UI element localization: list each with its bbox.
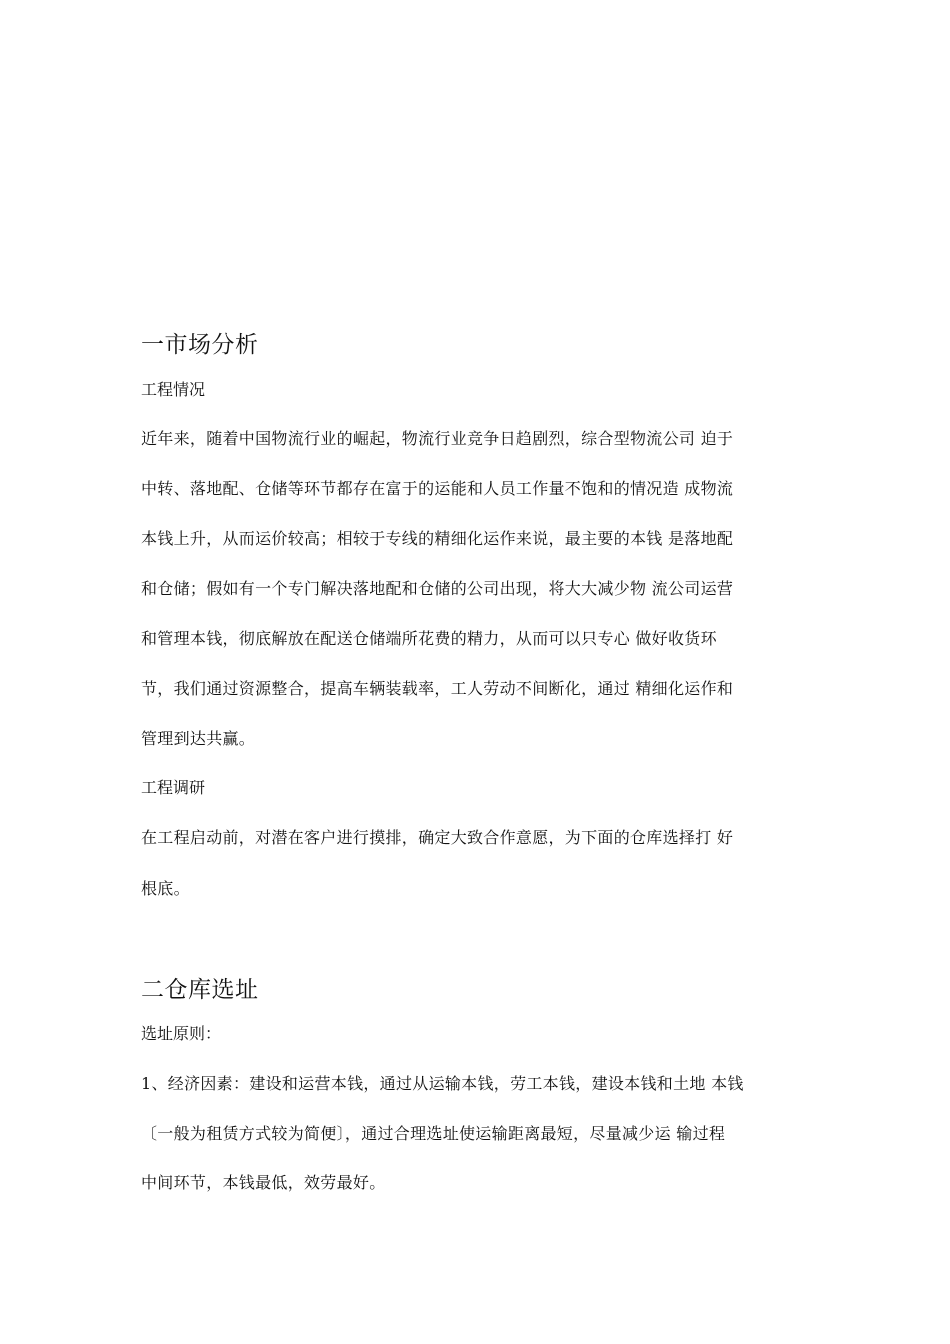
paragraph-line: 根底。 (141, 879, 190, 898)
paragraph-line: 本钱上升，从而运价较高；相较于专线的精细化运作来说，最主要的本钱 是落地配 (141, 529, 734, 548)
subheading-project-research: 工程调研 (141, 778, 206, 797)
paragraph-line: 在工程启动前，对潜在客户进行摸排，确定大致合作意愿，为下面的仓库选择打 好 (141, 828, 734, 847)
paragraph-line: 管理到达共赢。 (141, 729, 256, 748)
subheading-site-principles: 选址原则： (141, 1024, 222, 1043)
paragraph-line: 和仓储；假如有一个专门解决落地配和仓储的公司出现，将大大减少物 流公司运营 (141, 579, 734, 598)
section-heading-market-analysis: 一市场分析 (141, 332, 259, 358)
paragraph-line: 近年来，随着中国物流行业的崛起，物流行业竞争日趋剧烈，综合型物流公司 迫于 (141, 429, 734, 448)
paragraph-line: 中转、落地配、仓储等环节都存在富于的运能和人员工作量不饱和的情况造 成物流 (141, 479, 734, 498)
subheading-project-status: 工程情况 (141, 380, 206, 399)
paragraph-line: 节，我们通过资源整合，提高车辆装载率，工人劳动不间断化，通过 精细化运作和 (141, 679, 734, 698)
paragraph-line: 〔一般为租赁方式较为简便〕，通过合理选址使运输距离最短，尽量减少运 输过程 (141, 1124, 726, 1143)
paragraph-line: 1、经济因素：建设和运营本钱，通过从运输本钱，劳工本钱，建设本钱和土地 本钱 (141, 1074, 744, 1093)
paragraph-line: 和管理本钱，彻底解放在配送仓储端所花费的精力，从而可以只专心 做好收货环 (141, 629, 717, 648)
paragraph-line: 中间环节，本钱最低，效劳最好。 (141, 1173, 386, 1192)
section-heading-warehouse-site: 二仓库选址 (141, 977, 259, 1003)
